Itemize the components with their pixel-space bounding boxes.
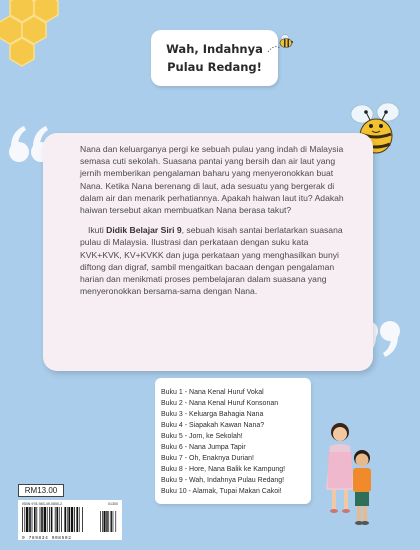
barcode-bar: [24, 507, 25, 532]
barcode-addon-bar: [100, 511, 101, 532]
barcode-bar: [74, 507, 75, 532]
blurb-paragraph-1: Nana dan keluarganya pergi ke sebuah pulau yang indah di Malaysia semasa cuti sekolah. Suasana pantai yang bersih dan air laut yang jernih memberikan pengalaman baharu yang menyeronokkan buat Nana. Ketika Nana berenang di laut, ada sesuatu yang bergerak di dalam air dan menarik perhatiannya. Apakah haiwan laut itu? Adakah haiwan tersebut akan membuatkan Nana berasa takut?: [80, 144, 344, 216]
barcode-addon-bar: [115, 511, 116, 532]
barcode-bar: [59, 507, 60, 532]
barcode-bar: [76, 507, 78, 532]
list-item: Buku 10 - Alamak, Tupai Makan Cakoi!: [161, 488, 282, 495]
blurb-paragraph-2-prefix: Ikuti: [88, 225, 107, 236]
list-item: Buku 7 - Oh, Enaknya Durian!: [161, 455, 254, 462]
barcode-bar: [56, 507, 58, 532]
title-card: [151, 30, 278, 86]
barcode-bar: [71, 507, 73, 532]
blurb-text: [80, 143, 350, 305]
book-list-card: [155, 378, 311, 504]
barcode-bar: [61, 507, 62, 532]
barcode-bar: [49, 507, 50, 532]
honeycomb-icon: [0, 0, 70, 70]
barcode-bar: [41, 507, 43, 532]
price-label: RM13.00: [18, 484, 64, 497]
children-illustration: [318, 418, 378, 530]
list-item: Buku 1 - Nana Kenal Huruf Vokal: [161, 389, 264, 396]
list-item: Buku 4 - Siapakah Kawan Nana?: [161, 422, 265, 429]
barcode-bar: [36, 507, 37, 532]
barcode: [18, 500, 122, 540]
barcode-addon-bar: [102, 511, 103, 532]
barcode-bar: [68, 507, 70, 532]
book-title-line-1: Wah, Indahnya: [166, 42, 263, 56]
bee-icon: [266, 30, 296, 56]
barcode-addon-bar: [106, 511, 107, 532]
barcode-addon-bar: [108, 511, 109, 532]
barcode-bar: [55, 507, 56, 532]
barcode-bar: [26, 507, 28, 532]
barcode-bar: [51, 507, 53, 532]
barcode-bar: [29, 507, 31, 532]
barcode-addon-number: 01300: [108, 502, 118, 506]
barcode-bar: [67, 507, 68, 532]
list-item: Buku 2 - Nana Kenal Huruf Konsonan: [161, 400, 279, 407]
barcode-bar: [64, 507, 66, 532]
list-item: Buku 9 - Wah, Indahnya Pulau Redang!: [161, 477, 285, 484]
barcode-number: 9 789834 908502: [22, 536, 72, 541]
book-list: [161, 387, 311, 497]
barcode-bar: [82, 507, 83, 532]
series-name: Didik Belajar Siri 9: [106, 225, 182, 236]
list-item: Buku 8 - Hore, Nana Balik ke Kampung!: [161, 466, 286, 473]
list-item: Buku 5 - Jom, ke Sekolah!: [161, 433, 243, 440]
barcode-bar: [47, 507, 48, 532]
barcode-bar: [32, 507, 33, 532]
barcode-bars: [22, 507, 118, 532]
list-item: Buku 3 - Keluarga Bahagia Nana: [161, 411, 264, 418]
barcode-bar: [79, 507, 80, 532]
barcode-addon-bar: [111, 511, 112, 532]
barcode-bar: [40, 507, 41, 532]
blurb-paragraph-2-rest: , sebuah kisah santai berlatarkan suasana pulau di Malaysia. Ilustrasi dan perkataan dengan suku kata KVK+KVK, KV+KVKK dan juga perkataan yang menghasilkan bunyi diftong dan digraf, sambil mengaitkan bacaan dengan pengalaman harian dan menikmati proses pembelajaran dalam suasana yang menyeronokkan bersama-sama dengan Nana.: [80, 225, 343, 297]
barcode-bar: [22, 507, 23, 532]
list-item: Buku 6 - Nana Jumpa Tapir: [161, 444, 246, 451]
book-title-line-2: Pulau Redang!: [167, 60, 262, 74]
barcode-bar: [44, 507, 46, 532]
isbn-text: ISBN 978-983-49-0850-2: [22, 502, 63, 506]
barcode-addon-bar: [104, 511, 106, 532]
barcode-bar: [34, 507, 36, 532]
barcode-addon-bar: [113, 511, 114, 532]
blurb-paragraph-2: [80, 224, 350, 297]
